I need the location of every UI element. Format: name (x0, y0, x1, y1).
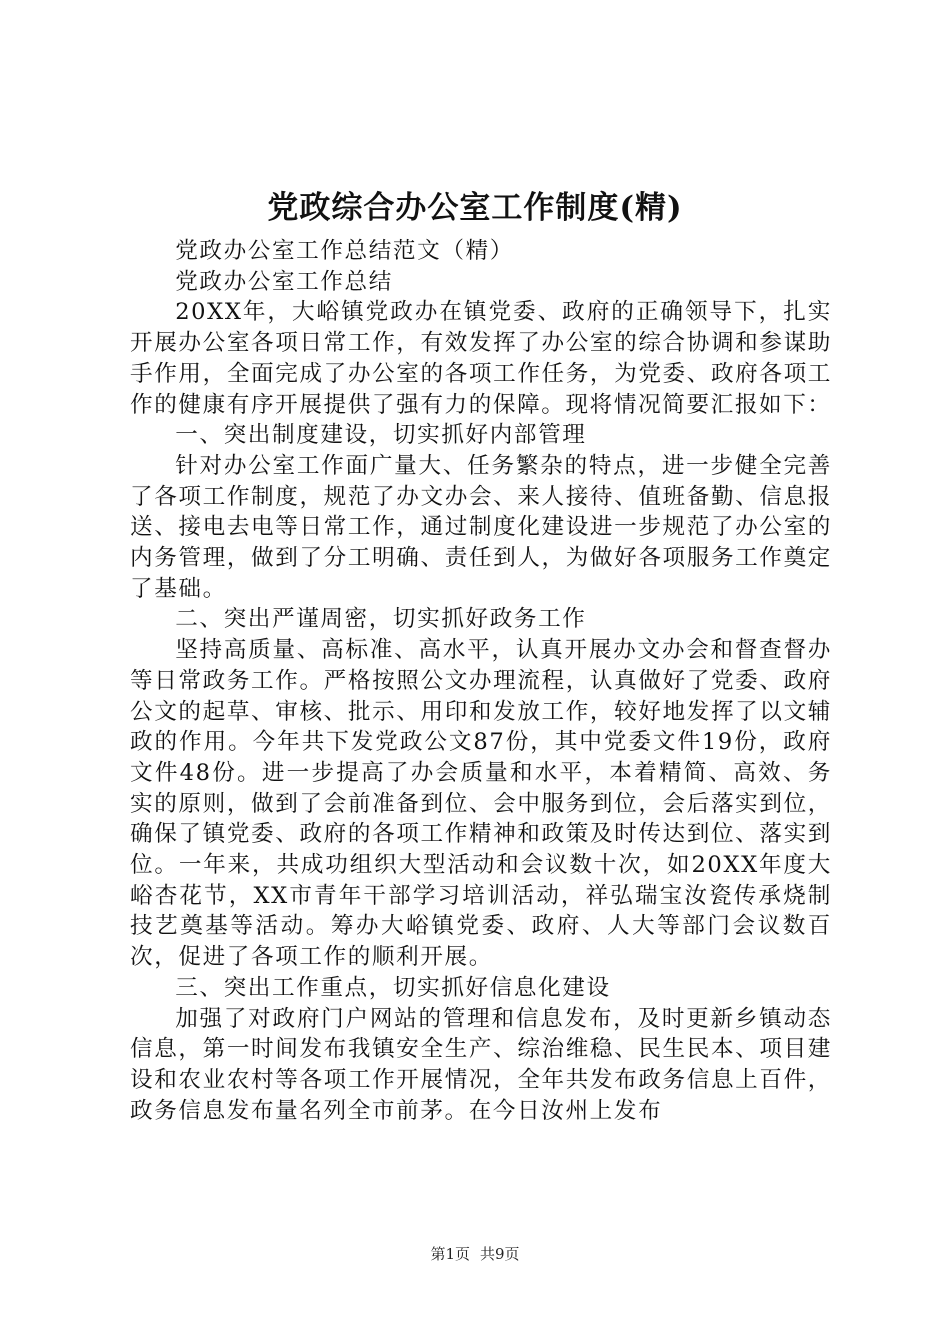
page-number: 第1页 (430, 1245, 470, 1263)
document-title: 党政综合办公室工作制度(精) (267, 190, 683, 226)
paragraph-subtitle: 党政办公室工作总结范文（精） (175, 238, 514, 264)
paragraph-intro: 20XX年，大峪镇党政办在镇党委、政府的正确领导下，扎实开展办公室各项日常工作，有效发挥了办公室的综合协调和参谋助手作用，全面完成了办公室的各项工作任务，为党委、政府各项工作的健康有序开展提供了强有力的保障。现将情况简要汇报如下： (130, 299, 832, 418)
page-footer (0, 1244, 950, 1264)
page-total: 共9页 (480, 1245, 520, 1263)
paragraph-heading: 党政办公室工作总结 (175, 268, 393, 295)
document-body (130, 236, 832, 1126)
section-heading-2: 二、突出严谨周密，切实抓好政务工作 (175, 606, 587, 633)
section-heading-3: 三、突出工作重点，切实抓好信息化建设 (175, 974, 611, 1001)
paragraph-section-3: 加强了对政府门户网站的管理和信息发布，及时更新乡镇动态信息，第一时间发布我镇安全生产、综治维稳、民生民本、项目建设和农业农村等各项工作开展情况，全年共发布政务信息上百件，政务信息发布量名列全市前茅。在今日汝州上发布 (130, 1005, 832, 1124)
section-heading-1: 一、突出制度建设，切实抓好内部管理 (175, 422, 587, 449)
paragraph-section-2: 坚持高质量、高标准、高水平，认真开展办文办会和督查督办等日常政务工作。严格按照公文办理流程，认真做好了党委、政府公文的起草、审核、批示、用印和发放工作，较好地发挥了以文辅政的作用。今年共下发党政公文87份，其中党委文件19份，政府文件48份。进一步提高了办会质量和水平，本着精简、高效、务实的原则，做到了会前准备到位、会中服务到位，会后落实到位，确保了镇党委、政府的各项工作精神和政策及时传达到位、落实到位。一年来，共成功组织大型活动和会议数十次，如20XX年度大峪杏花节，XX市青年干部学习培训活动，祥弘瑞宝汝瓷传承烧制技艺奠基等活动。筹办大峪镇党委、政府、人大等部门会议数百次，促进了各项工作的顺利开展。 (130, 637, 832, 971)
paragraph-section-1: 针对办公室工作面广量大、任务繁杂的特点，进一步健全完善了各项工作制度，规范了办文办会、来人接待、值班备勤、信息报送、接电去电等日常工作，通过制度化建设进一步规范了办公室的内务管理，做到了分工明确、责任到人，为做好各项服务工作奠定了基础。 (130, 452, 832, 602)
